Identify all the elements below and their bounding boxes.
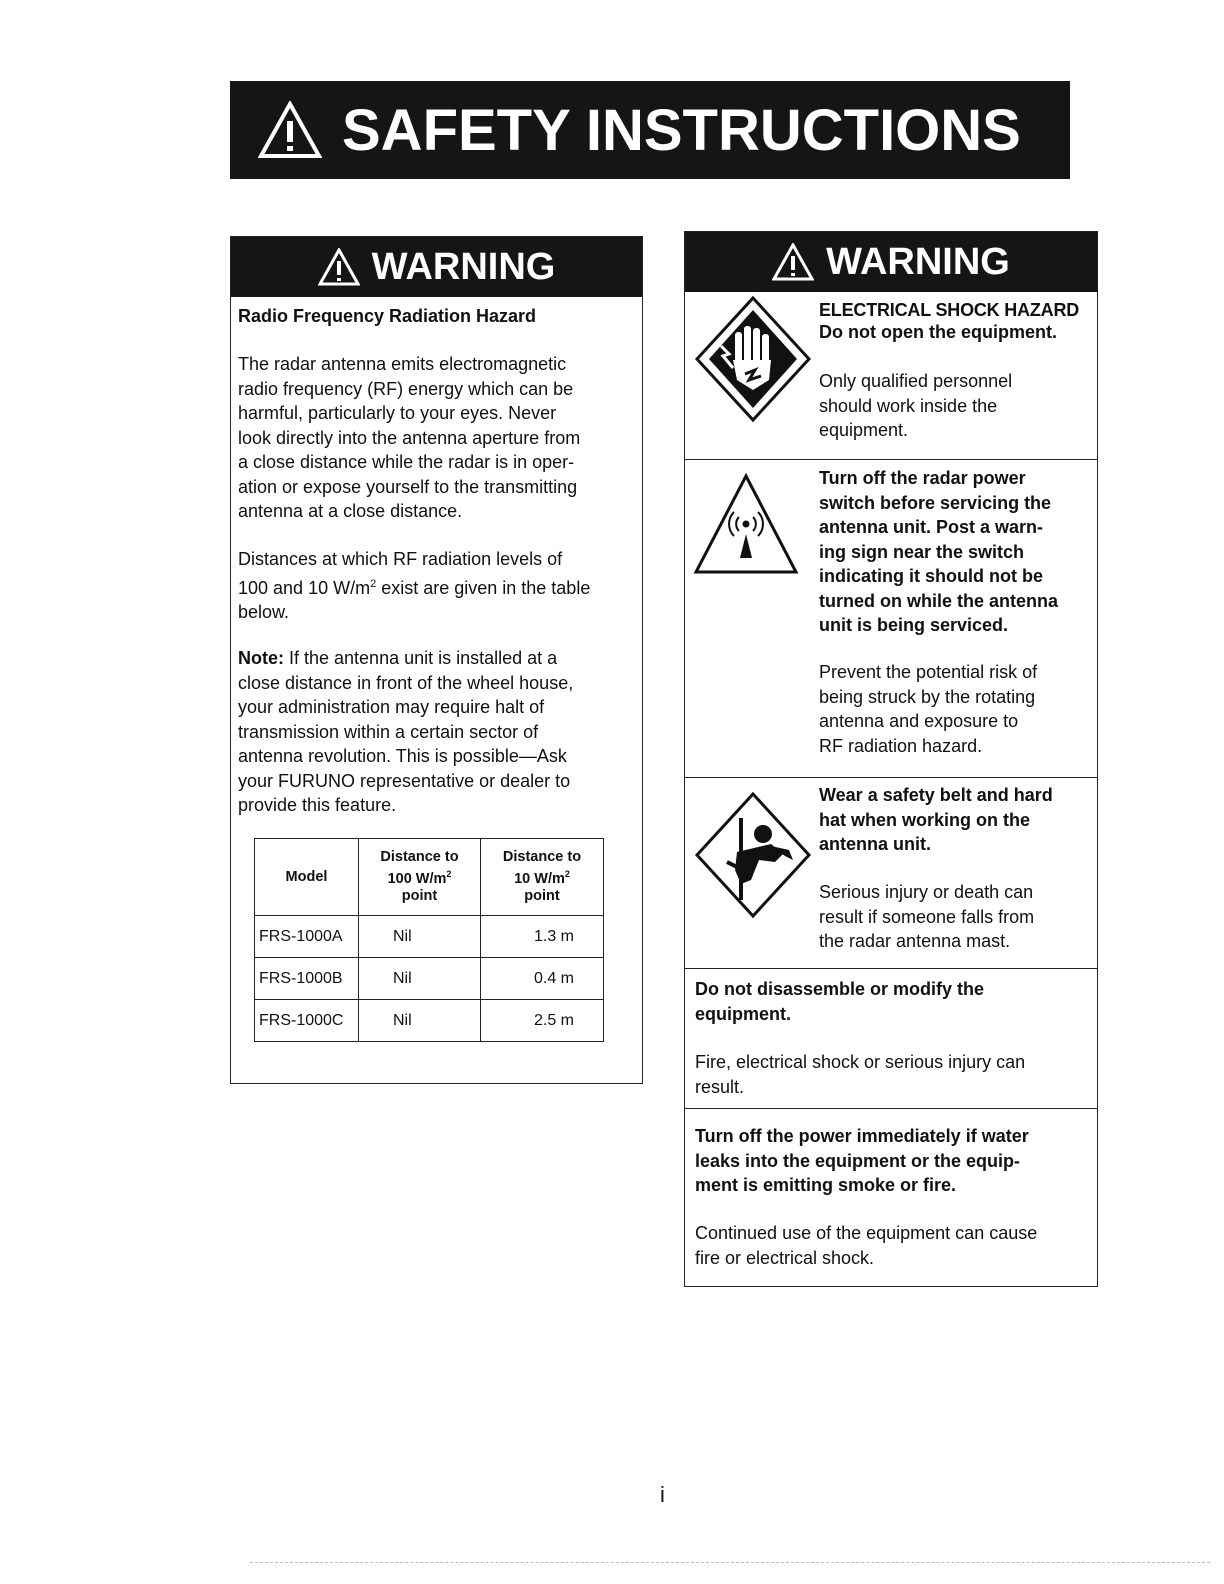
cell-distance-10: 2.5 m <box>481 1000 604 1042</box>
title-banner <box>230 81 1070 179</box>
text-line: Fire, electrical shock or serious injury can <box>695 1052 1026 1072</box>
footer-rule <box>250 1562 1210 1563</box>
page-number: i <box>660 1482 665 1507</box>
text-line: switch before servicing the <box>819 492 1052 513</box>
superscript: 2 <box>564 869 570 880</box>
text-line: equipment. <box>695 1003 792 1024</box>
text-line: equipment. <box>819 420 909 440</box>
text-fragment: 100 and 10 W/m <box>238 577 371 598</box>
text-line: antenna unit. <box>819 834 931 854</box>
text-line: leaks into the equipment or the equip- <box>695 1150 1021 1171</box>
water-leak-section-text <box>695 1221 1037 1270</box>
shock-section <box>819 299 1079 343</box>
text-line: Wear a safety belt and hard <box>819 785 1053 805</box>
rf-note <box>238 646 573 818</box>
header-line: point <box>401 887 438 904</box>
column-header: Model <box>255 839 359 916</box>
text-line: ation or expose yourself to the transmitting <box>238 476 578 497</box>
header-line <box>481 866 603 888</box>
rf-hazard-subtitle: Radio Frequency Radiation Hazard <box>238 306 537 326</box>
text-fragment: 100 W/m <box>387 870 447 887</box>
text-line <box>238 572 590 601</box>
text-line <box>238 646 573 671</box>
text-line: Distances at which RF radiation levels of <box>238 549 563 569</box>
text-line: unit is being serviced. <box>819 615 1009 635</box>
text-line: Prevent the potential risk of <box>819 662 1038 682</box>
cell-model: FRS-1000A <box>255 916 359 958</box>
text-line: transmission within a certain sector of <box>238 721 539 742</box>
text-line: Serious injury or death can <box>819 882 1034 902</box>
text-line: being struck by the rotating <box>819 686 1036 707</box>
superscript: 2 <box>370 577 377 590</box>
table-row <box>255 1000 604 1042</box>
text-line: ment is emitting smoke or fire. <box>695 1175 957 1195</box>
text-line: hat when working on the <box>819 809 1030 830</box>
cell-distance-10: 1.3 m <box>481 916 604 958</box>
cell-distance-100: Nil <box>359 1000 481 1042</box>
text-line: fire or electrical shock. <box>695 1247 875 1268</box>
text-line: your administration may require halt of <box>238 697 545 717</box>
text-line: antenna at a close distance. <box>238 501 463 521</box>
rf-paragraph-2 <box>238 547 590 625</box>
section-bold-text: Do not open the equipment. <box>819 322 1057 342</box>
warning-header <box>685 232 1097 292</box>
cell-distance-100: Nil <box>359 916 481 958</box>
water-leak-section-bold <box>695 1124 1029 1198</box>
text-line: turned on while the antenna <box>819 590 1059 611</box>
header-line: point <box>524 887 560 904</box>
text-line: Continued use of the equipment can cause <box>695 1223 1038 1243</box>
section-divider <box>685 459 1097 460</box>
text-line: the radar antenna mast. <box>819 931 1011 951</box>
warning-header <box>231 237 642 297</box>
cell-model: FRS-1000C <box>255 1000 359 1042</box>
text-line: RF radiation hazard. <box>819 735 983 756</box>
section-divider <box>685 777 1097 778</box>
page-title: SAFETY INSTRUCTIONS <box>342 97 1021 163</box>
text-line: antenna and exposure to <box>819 711 1019 731</box>
power-off-section-text <box>819 660 1037 758</box>
text-line: Turn off the power immediately if water <box>695 1126 1029 1146</box>
section-divider <box>685 1108 1097 1109</box>
text-line: Only qualified personnel <box>819 371 1013 391</box>
text-line: a close distance while the radar is in oper- <box>238 452 575 472</box>
no-disassemble-section-bold <box>695 977 984 1026</box>
rf-paragraph-1 <box>238 352 580 524</box>
no-touch-shock-icon <box>693 294 813 424</box>
text-line: harmful, particularly to your eyes. Never <box>238 403 557 423</box>
section-title: ELECTRICAL SHOCK HAZARD <box>819 300 1080 320</box>
warning-triangle-icon <box>318 248 360 286</box>
section-divider <box>685 968 1097 969</box>
header-line <box>359 866 480 888</box>
text-line: look directly into the antenna aperture from <box>238 427 581 448</box>
text-line: result if someone falls from <box>819 906 1035 927</box>
text-line: below. <box>238 602 290 622</box>
warning-triangle-icon <box>772 243 814 281</box>
warning-heading: WARNING <box>826 240 1010 283</box>
warning-heading: WARNING <box>371 245 556 288</box>
rf-radiation-icon <box>692 472 800 576</box>
table-row <box>255 916 604 958</box>
text-fragment: If the antenna unit is installed at a <box>284 648 558 668</box>
text-line: should work inside the <box>819 395 998 416</box>
text-line: close distance in front of the wheel house, <box>238 672 574 693</box>
column-header <box>481 839 604 916</box>
safety-belt-section-text <box>819 880 1034 954</box>
table-row <box>255 958 604 1000</box>
text-line: Do not disassemble or modify the <box>695 979 985 999</box>
cell-distance-100: Nil <box>359 958 481 1000</box>
text-line: your FURUNO representative or dealer to <box>238 770 571 791</box>
text-line: provide this feature. <box>238 795 397 815</box>
note-label: Note: <box>238 648 284 668</box>
text-line: radio frequency (RF) energy which can be <box>238 378 574 399</box>
table-header-row <box>255 839 604 916</box>
header-line: Distance to <box>502 849 582 866</box>
fall-hazard-icon <box>693 790 813 920</box>
safety-belt-section-bold <box>819 783 1053 857</box>
superscript: 2 <box>446 869 452 880</box>
column-header <box>359 839 481 916</box>
shock-section-text <box>819 369 1012 443</box>
cell-distance-10: 0.4 m <box>481 958 604 1000</box>
text-line: ing sign near the switch <box>819 541 1025 562</box>
cell-model: FRS-1000B <box>255 958 359 1000</box>
text-line: indicating it should not be <box>819 566 1043 586</box>
text-line: antenna unit. Post a warn- <box>819 517 1044 537</box>
text-line: Turn off the radar power <box>819 468 1026 488</box>
text-fragment: exist are given in the table <box>376 577 591 598</box>
rf-distance-table <box>254 838 604 1042</box>
text-line: result. <box>695 1076 745 1097</box>
text-fragment: 10 W/m <box>514 870 565 887</box>
power-off-section-bold <box>819 466 1058 638</box>
text-line: antenna revolution. This is possible—Ask <box>238 746 567 766</box>
text-line: The radar antenna emits electromagnetic <box>238 354 567 374</box>
warning-triangle-icon <box>258 101 322 159</box>
header-line: Distance to <box>380 849 459 866</box>
no-disassemble-section-text <box>695 1050 1025 1099</box>
